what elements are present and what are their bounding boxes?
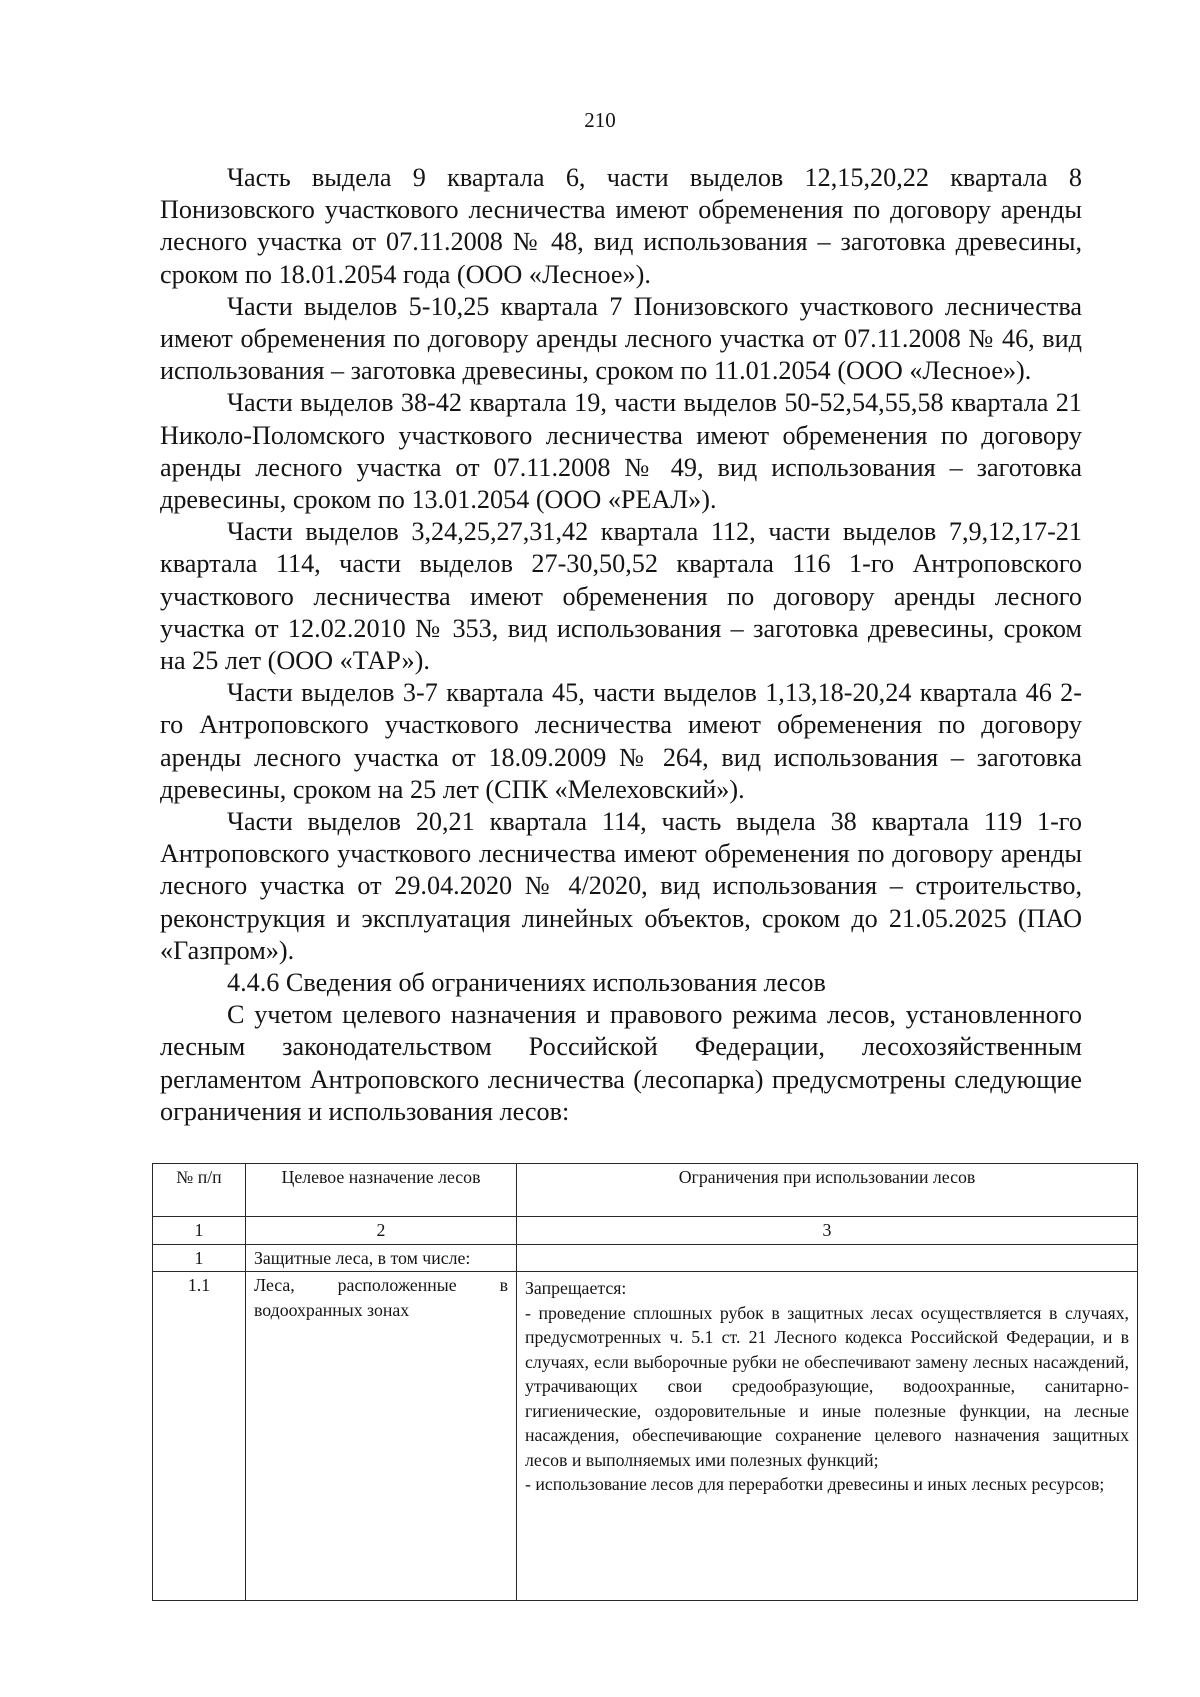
restrictions-cell [517, 1272, 1138, 1601]
table-header-row [153, 1164, 1138, 1217]
paragraph: Части выделов 20,21 квартала 114, часть выдела 38 квартала 119 1-го Антроповского участкового лесничества имеют обременения по договору аренды лесного участка от 29.04.2020 № 4/2020, вид использования – строительство, реконструкция и эксплуатация линейных объектов, сроком до 21.05.2025 (ПАО «Газпром»). [160, 807, 1082, 965]
row-number-cell: 1 [153, 1244, 246, 1272]
body-text [160, 162, 1082, 1128]
purpose-cell: Леса, расположенные в водоохранных зонах [246, 1272, 517, 1601]
table-column-number-row [153, 1217, 1138, 1245]
restriction-item: - проведение сплошных рубок в защитных лесах осуществляется в случаях, предусмотренных ч. 5.1 ст. 21 Лесного кодекса Российской Федерации, и в случаях, если выборочные рубки не обеспечивают замену лесных насаждений, утрачивающих свои средообразующие, водоохранные, санитарно-гигиенические, оздоровительные и иные полезные функции, на лесные насаждения, обеспечивающие сохранение целевого назначения защитных лесов и выполняемых ими полезных функций; [525, 1302, 1129, 1470]
paragraph: Части выделов 3-7 квартала 45, части выделов 1,13,18-20,24 квартала 46 2-го Антроповского участкового лесничества имеют обременения по договору аренды лесного участка от 18.09.2009 № 264, вид использования – заготовка древесины, сроком на 25 лет (СПК «Мелеховский»). [160, 678, 1082, 804]
paragraph: Части выделов 3,24,25,27,31,42 квартала 112, части выделов 7,9,12,17-21 квартала 114, части выделов 27-30,50,52 квартала 116 1-го Антроповского участкового лесничества имеют обременения по договору аренды лесного участка от 12.02.2010 № 353, вид использования – заготовка древесины, сроком на 25 лет (ООО «ТАР»). [160, 517, 1082, 676]
header-cell-restrictions: Ограничения при использовании лесов [517, 1164, 1138, 1217]
restrictions-table [152, 1163, 1138, 1601]
column-number-cell: 1 [153, 1217, 246, 1245]
table-row [153, 1244, 1138, 1272]
page-number: 210 [584, 108, 616, 132]
section-heading: 4.4.6 Сведения об ограничениях использования лесов [227, 968, 826, 998]
column-number-cell: 3 [517, 1217, 1138, 1245]
table-row [153, 1272, 1138, 1601]
paragraph: Часть выдела 9 квартала 6, части выделов 12,15,20,22 квартала 8 Понизовского участкового лесничества имеют обременения по договору аренды лесного участка от 07.11.2008 № 48, вид использования – заготовка древесины, сроком по 18.01.2054 года (ООО «Лесное»). [160, 163, 1082, 289]
row-number-cell: 1.1 [153, 1272, 246, 1601]
restrictions-title: Запрещается: [525, 1278, 627, 1298]
purpose-cell: Защитные леса, в том числе: [246, 1244, 517, 1272]
intro-paragraph: С учетом целевого назначения и правового режима лесов, установленного лесным законодательством Российской Федерации, лесохозяйственным регламентом Антроповского лесничества (лесопарка) предусмотрены следующие ограничения и использования лесов: [160, 1000, 1082, 1126]
column-number-cell: 2 [246, 1217, 517, 1245]
header-cell-purpose: Целевое назначение лесов [246, 1164, 517, 1217]
paragraph: Части выделов 5-10,25 квартала 7 Понизовского участкового лесничества имеют обременения по договору аренды лесного участка от 07.11.2008 № 46, вид использования – заготовка древесины, сроком по 11.01.2054 (ООО «Лесное»). [160, 291, 1082, 386]
header-cell-number: № п/п [153, 1164, 246, 1217]
restrictions-cell [517, 1244, 1138, 1272]
paragraph: Части выделов 38-42 квартала 19, части выделов 50-52,54,55,58 квартала 21 Николо-Поломского участкового лесничества имеют обременения по договору аренды лесного участка от 07.11.2008 № 49, вид использования – заготовка древесины, сроком по 13.01.2054 (ООО «РЕАЛ»). [160, 388, 1082, 515]
restriction-item: - использование лесов для переработки древесины и иных лесных ресурсов; [525, 1474, 1105, 1494]
